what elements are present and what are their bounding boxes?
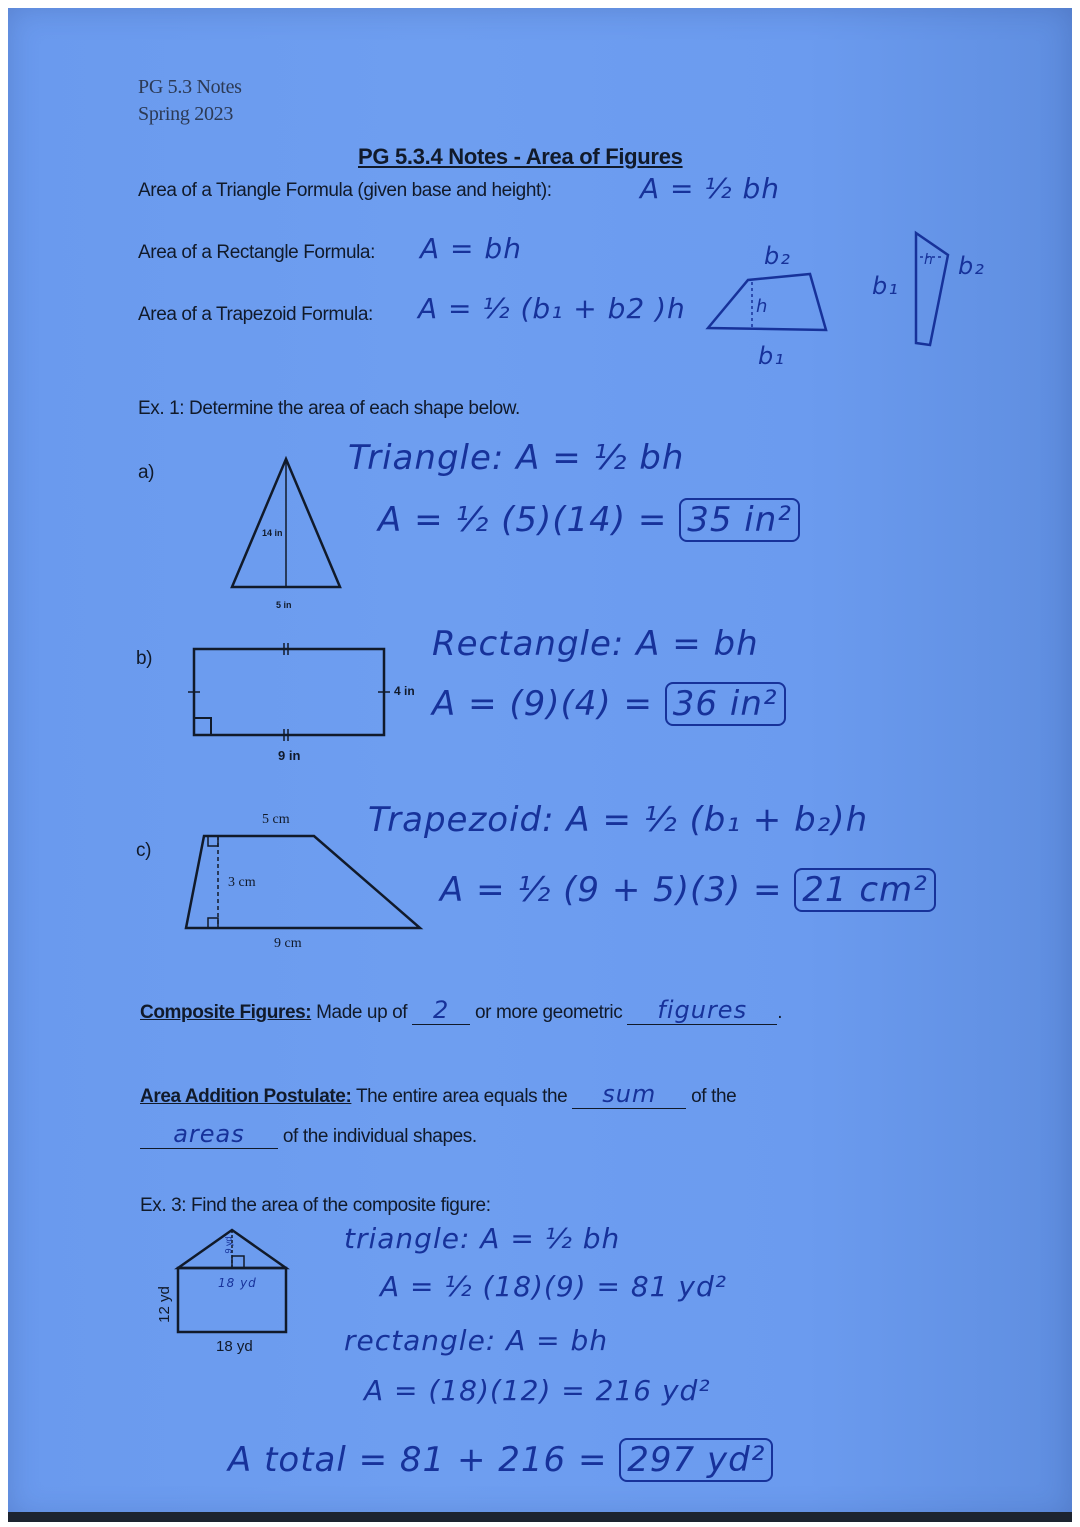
rectangle-side-label: 4 in	[394, 684, 415, 698]
postulate-text3: of the individual shapes.	[282, 1126, 477, 1147]
postulate-text1: The entire area equals the	[355, 1086, 568, 1107]
rectangle-formula-answer: A = bh	[420, 232, 522, 265]
term-label: Spring 2023	[138, 103, 234, 125]
rectangle-work: Rectangle: A = bh	[432, 624, 759, 664]
postulate-definition-line1	[140, 1080, 736, 1109]
part-c-label: c)	[136, 840, 152, 861]
trapezoid-work: Trapezoid: A = ½ (b₁ + b₂)h	[368, 800, 869, 840]
triangle-base-label: 5 in	[276, 600, 292, 610]
composite-side-label: 12 yd	[155, 1286, 173, 1323]
composite-blank-2	[627, 996, 777, 1025]
rectangle-formula-label: Area of a Rectangle Formula:	[138, 242, 375, 263]
trapezoid-formula-answer: A = ½ (b₁ + b2 )h	[418, 292, 686, 325]
rotated-b1-label: b₁	[872, 272, 899, 300]
trapezoid-calc: A = ½ (9 + 5)(3) =	[440, 870, 795, 910]
rotated-trapezoid-sketch-icon	[900, 225, 970, 355]
triangle-figure-icon	[228, 455, 348, 595]
ex3-line-3: rectangle: A = bh	[344, 1324, 609, 1357]
desk-edge	[8, 1512, 1072, 1522]
postulate-blank-2	[140, 1120, 278, 1149]
part-a-label: a)	[138, 462, 155, 483]
postulate-term: Area Addition Postulate:	[140, 1086, 352, 1107]
triangle-work: Triangle: A = ½ bh	[348, 438, 685, 478]
rectangle-base-label: 9 in	[278, 748, 301, 763]
postulate-blank-1	[572, 1080, 686, 1109]
part-b-label: b)	[136, 648, 153, 669]
trapezoid-figure-icon	[184, 830, 424, 934]
trapezoid-base-label: 9 cm	[274, 936, 302, 951]
composite-definition	[140, 996, 782, 1025]
ex3-total-line	[228, 1440, 773, 1480]
sketch-b1-label: b₁	[758, 342, 785, 370]
trapezoid-top-label: 5 cm	[262, 812, 290, 827]
composite-blank-1-answer: 2	[432, 996, 450, 1024]
composite-text2: or more geometric	[474, 1002, 623, 1023]
rotated-b2-label: b₂	[958, 252, 985, 280]
trapezoid-height-label: 3 cm	[228, 875, 256, 890]
composite-text3: .	[777, 1002, 783, 1023]
postulate-definition-line2	[140, 1120, 477, 1149]
postulate-blank-2-answer: areas	[173, 1120, 245, 1148]
trapezoid-answer: 21 cm²	[794, 868, 936, 912]
ex3-line-4: A = (18)(12) = 216 yd²	[364, 1374, 711, 1407]
triangle-calc-line	[378, 500, 800, 540]
triangle-formula-answer: A = ½ bh	[640, 172, 780, 205]
composite-blank-2-answer: figures	[657, 996, 748, 1024]
triangle-formula-label: Area of a Triangle Formula (given base and height):	[138, 180, 552, 201]
example3-prompt: Ex. 3: Find the area of the composite figure:	[140, 1195, 491, 1216]
ex3-total-answer: 297 yd²	[619, 1438, 773, 1482]
trapezoid-calc-line	[440, 870, 936, 910]
ex3-total-calc: A total = 81 + 216 =	[228, 1440, 620, 1480]
triangle-height-label: 14 in	[262, 528, 283, 538]
composite-term: Composite Figures:	[140, 1002, 312, 1023]
ex3-line-1: triangle: A = ½ bh	[344, 1222, 621, 1255]
composite-text1: Made up of	[316, 1002, 408, 1023]
example1-prompt: Ex. 1: Determine the area of each shape below.	[138, 398, 520, 419]
postulate-text2: of the	[691, 1086, 737, 1107]
triangle-calc: A = ½ (5)(14) =	[378, 500, 680, 540]
rectangle-calc: A = (9)(4) =	[432, 684, 665, 724]
trapezoid-formula-label: Area of a Trapezoid Formula:	[138, 304, 373, 325]
course-label: PG 5.3 Notes	[138, 76, 242, 98]
sketch-h-label: h	[756, 296, 769, 317]
composite-tri-height-label: 9 yd	[223, 1236, 234, 1254]
postulate-blank-1-answer: sum	[602, 1080, 657, 1108]
composite-blank-1	[412, 996, 470, 1025]
sketch-b2-label: b₂	[764, 242, 791, 270]
page-title: PG 5.3.4 Notes - Area of Figures	[358, 144, 683, 169]
ex3-line-2: A = ½ (18)(9) = 81 yd²	[380, 1270, 727, 1303]
rectangle-figure-icon	[192, 646, 392, 742]
rectangle-answer: 36 in²	[665, 682, 786, 726]
rectangle-calc-line	[432, 684, 786, 724]
rotated-h-label: h	[924, 252, 934, 268]
trapezoid-sketch-icon	[700, 260, 840, 340]
composite-base-label: 18 yd	[216, 1338, 253, 1355]
composite-mid-width-label: 18 yd	[218, 1276, 257, 1290]
triangle-answer: 35 in²	[679, 498, 800, 542]
